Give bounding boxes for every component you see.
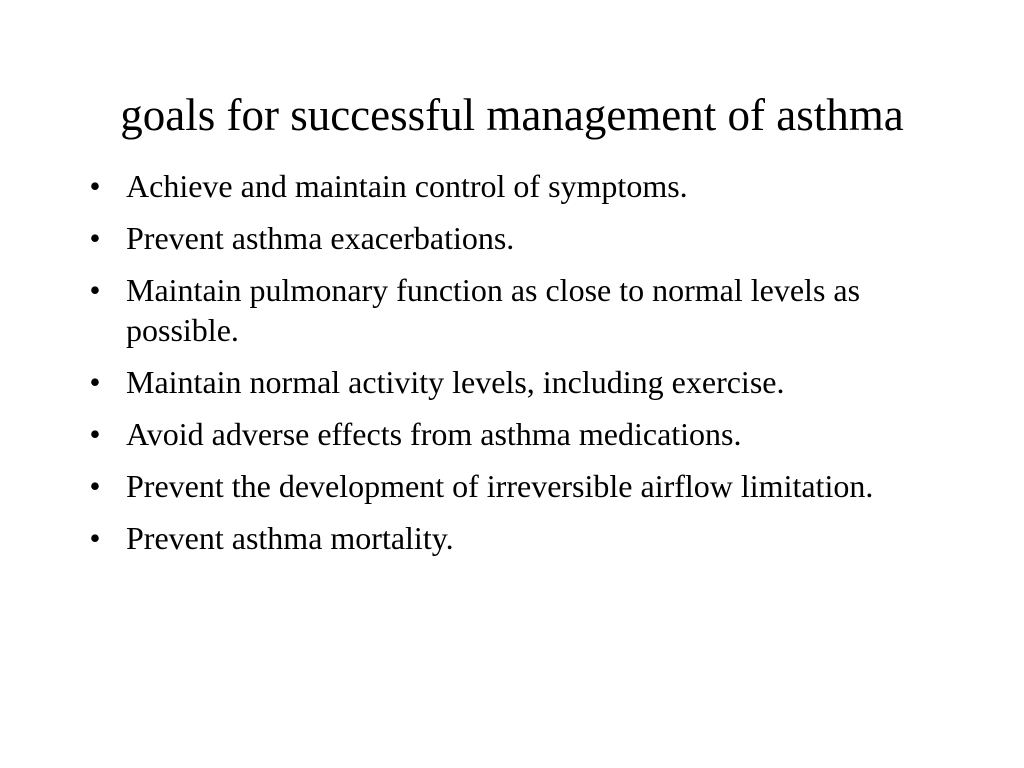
slide-title: goals for successful management of asthma [120, 90, 904, 140]
bullet-item [85, 166, 925, 206]
bullet-text: Prevent asthma exacerbations. [126, 220, 515, 256]
bullet-text: Prevent asthma mortality. [126, 520, 454, 556]
bullet-text: Avoid adverse effects from asthma medications. [126, 416, 742, 452]
bullet-icon: • [89, 416, 101, 452]
bullet-icon: • [89, 364, 101, 400]
bullet-text: Prevent the development of irreversible airflow limitation. [126, 468, 874, 504]
bullet-icon: • [89, 220, 101, 256]
bullet-text: Achieve and maintain control of symptoms. [126, 168, 688, 204]
bullet-icon: • [89, 468, 101, 504]
bullet-item [85, 518, 925, 558]
bullet-item [85, 270, 925, 350]
bullet-item [85, 362, 925, 402]
bullet-text: Maintain normal activity levels, including exercise. [126, 364, 785, 400]
bullet-icon: • [89, 272, 101, 308]
bullet-item [85, 466, 925, 506]
bullet-item [85, 414, 925, 454]
bullet-icon: • [89, 520, 101, 556]
bullet-list [85, 166, 925, 570]
bullet-item [85, 218, 925, 258]
bullet-icon: • [89, 168, 101, 204]
bullet-text: Maintain pulmonary function as close to normal levels as possible. [126, 272, 861, 348]
